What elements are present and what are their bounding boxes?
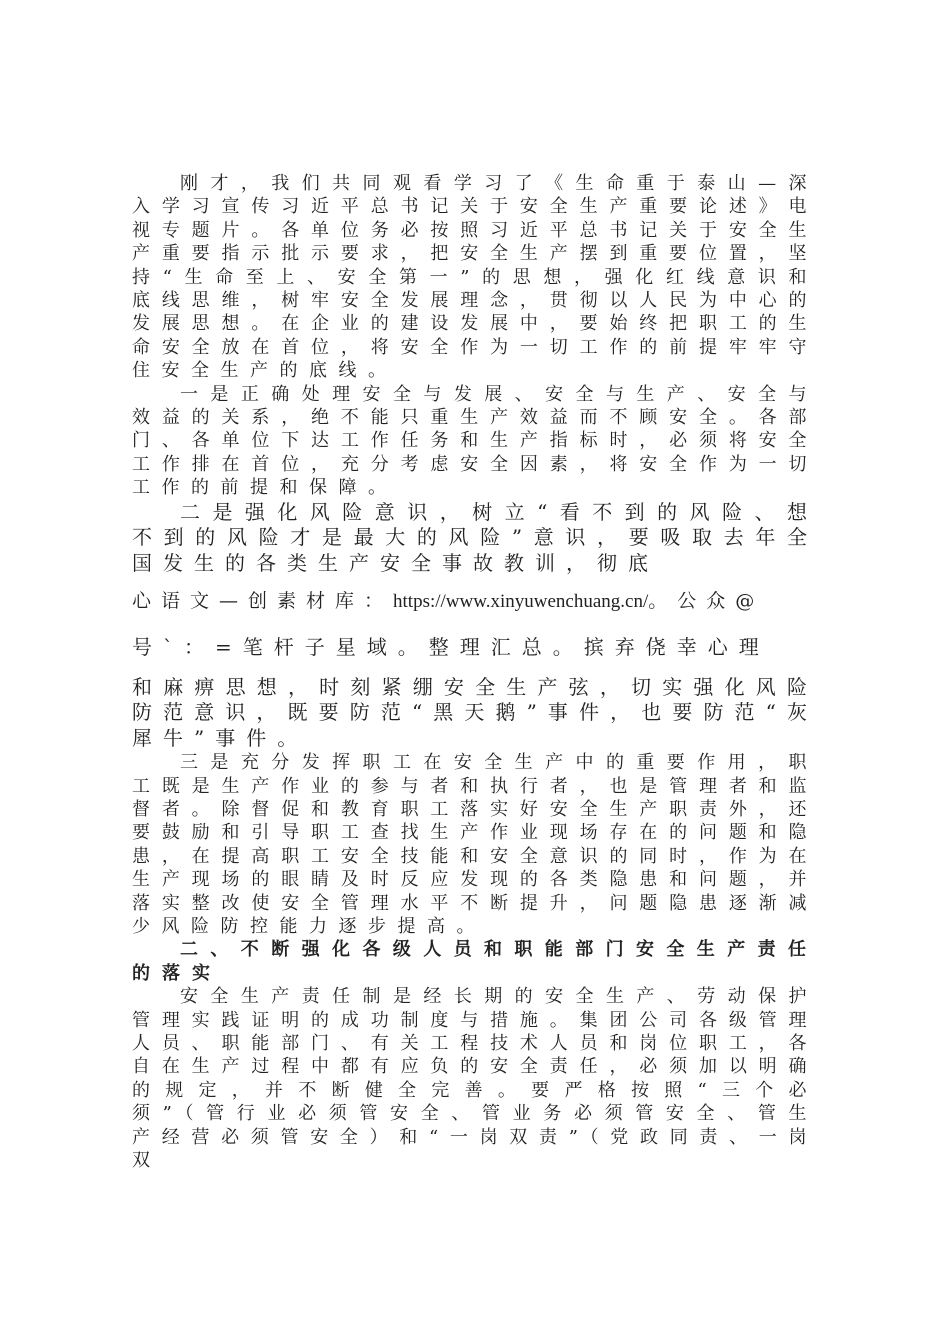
watermark-prefix: 心语文—创素材库： [132,590,394,613]
document-page [132,172,818,1173]
watermark-url: https://www.xinyuwenchuang.cn/ [393,591,649,613]
paragraph-responsibility: 安全生产责任制是经长期的安全生产、劳动保护管理实践证明的成功制度与措施。集团公司各级管理人员、职能部门、有关工程技术人员和岗位职工，各自在生产过程中都有应负的安全责任，必须加以明确的规定，并不断健全完善。要严格按照“三个必须”（管行业必须管安全、管业务必须管安全、管生产经营必须管安全）和“一岗双责”（党政同责、一岗双 [132,986,818,1172]
paragraph-point-two: 二是强化风险意识，树立“看不到的风险、想不到的风险才是最大的风险”意识，要吸取去年全国发生的各类生产安全事故教训，彻底 [132,499,818,575]
paragraph-point-three: 三是充分发挥职工在安全生产中的重要作用，职工既是生产作业的参与者和执行者，也是管理者和监督者。除督促和教育职工落实好安全生产职责外，还要鼓励和引导职工查找生产作业现场存在的问题和隐患，在提高职工安全技能和安全意识的同时，作为在生产现场的眼睛及时反应发现的各类隐患和问题，并落实整改使安全管理水平不断提升，问题隐患逐渐减少风险防控能力逐步提高。 [132,752,818,938]
watermark-line-2: 号`：=笔杆子星域。整理汇总。摈弃侥幸心理 [132,635,770,660]
section-heading-2: 二、不断强化各级人员和职能部门安全生产责任的落实 [132,939,818,984]
paragraph-point-two-continued: 和麻痹思想，时刻紧绷安全生产弦，切实强化风险防范意识，既要防范“黑天鹅”事件，也要防范“灰犀牛”事件。 [132,674,818,750]
watermark-suffix: 。公众@ [648,590,765,613]
paragraph-intro: 刚才，我们共同观看学习了《生命重于泰山—深入学习宣传习近平总书记关于安全生产重要论述》电视专题片。各单位务必按照习近平总书记关于安全生产重要指示批示要求，把安全生产摆到重要位置，坚持“生命至上、安全第一”的思想，强化红线意识和底线思维，树牢安全发展理念，贯彻以人民为中心的发展思想。在企业的建设发展中，要始终把职工的生命安全放在首位，将安全作为一切工作的前提牢牢守住安全生产的底线。 [132,173,818,382]
watermark-line [132,588,818,615]
paragraph-point-one: 一是正确处理安全与发展、安全与生产、安全与效益的关系，绝不能只重生产效益而不顾安全。各部门、各单位下达工作任务和生产指标时，必须将安全工作排在首位，充分考虑安全因素，将安全作为一切工作的前提和保障。 [132,383,818,499]
